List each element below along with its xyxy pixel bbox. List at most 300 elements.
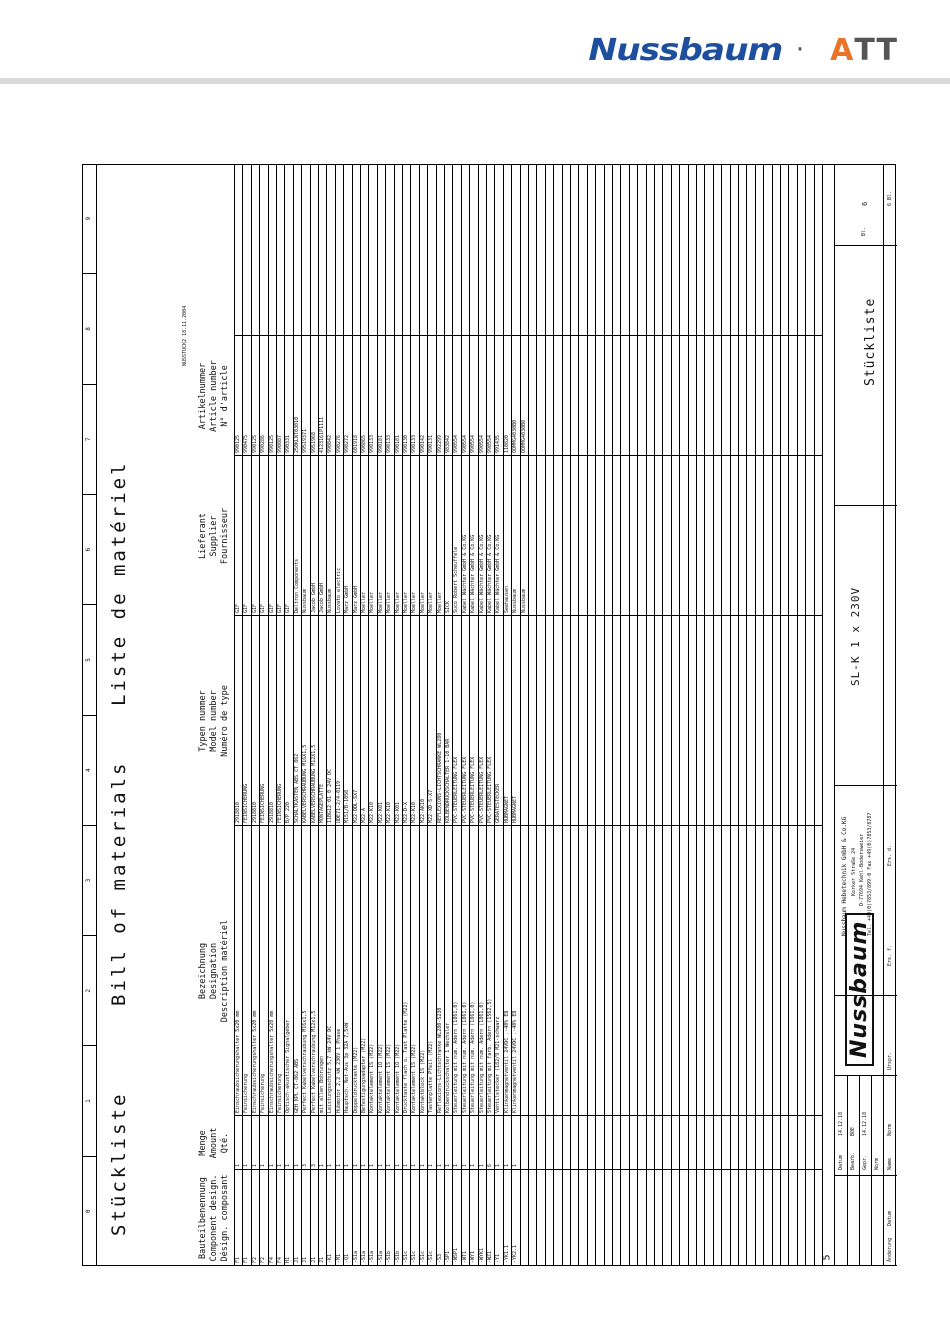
- cell-component: -M1: [335, 1253, 342, 1263]
- cell-designation: Hauptsch. Not-Aus 3p 32A 7,5kW: [344, 1022, 351, 1113]
- cell-article: 990842: [327, 434, 334, 453]
- cell-article: 990554: [478, 434, 485, 453]
- cell-supplier: Moeller: [377, 591, 384, 613]
- cell-article: 990133: [411, 434, 418, 453]
- cell-designation: Kolbendruckschalter 1 Wechsler: [445, 1022, 451, 1113]
- cell-type: HUBMAGNET: [512, 795, 519, 823]
- cell-article: 990331: [285, 434, 292, 453]
- cell-supplier: Jacob GmbH: [319, 582, 325, 613]
- grid-line: [620, 164, 621, 1266]
- tb-address-2: D-77694 Kehl-Bodersweier: [859, 833, 865, 906]
- cell-designation: Klinkenmagnetventil 24VDC .-40% ED: [512, 1010, 519, 1113]
- cell-type: UDE71-2/4-0119: [335, 780, 342, 823]
- cell-type: M22-K10: [386, 801, 393, 823]
- cell-designation: Kontaktelement 1S (M22): [386, 1043, 393, 1113]
- table-row: [478, 336, 486, 1266]
- tb-value-date: 14.12.18: [838, 1111, 844, 1136]
- cell-amount: 1: [335, 1163, 342, 1167]
- table-row: [511, 336, 519, 1266]
- cell-supplier: Moeller: [411, 591, 418, 613]
- cell-amount: 1: [419, 1163, 426, 1167]
- column-header-component: Bauteilbenennung: [198, 1177, 208, 1259]
- cell-designation: Kontaktelement 1Ö (M22): [394, 1043, 401, 1113]
- grid-line: [822, 164, 823, 1266]
- cell-supplier: Kabel Wächter GmbH & Co.KG: [495, 534, 502, 613]
- cell-type: REFLEXIONS-LICHTSCHRANKE WL280: [436, 732, 443, 823]
- cell-component: -WZ1: [487, 1250, 493, 1263]
- column-header-supplier: Lieferant: [198, 512, 208, 560]
- att-logo: [830, 33, 898, 68]
- tb-address-3: Tel. +49(0)7853/899-0 Fax +49(0)7853/8787: [867, 812, 873, 936]
- cell-supplier: Marz GmbH: [352, 585, 359, 613]
- cell-article: 990133: [369, 434, 376, 453]
- tb-change-name: Name: [887, 1157, 893, 1170]
- grid-line: [570, 164, 571, 1266]
- cell-component: -S1c: [411, 1250, 418, 1263]
- table-row: [486, 336, 494, 1266]
- att-logo-a: A: [830, 32, 855, 68]
- cell-type: MONTAGEPLATTE: [319, 783, 325, 823]
- cell-article: 990125: [251, 434, 258, 453]
- grid-line: [797, 164, 798, 1266]
- cell-designation: Optisch-akustischer Signalgeber: [285, 1019, 292, 1113]
- cell-amount: 1: [285, 1163, 292, 1167]
- page-number: 5: [821, 1254, 833, 1261]
- grid-line: [814, 164, 815, 1266]
- cell-component: H1: [285, 1256, 292, 1263]
- cell-amount: 1: [461, 1163, 468, 1167]
- cell-designation: Reflexions-Lichtschranke WL280-S230: [436, 1007, 443, 1113]
- cell-article: 990125: [268, 434, 275, 453]
- cell-article: OOMMG4030B0: [520, 419, 527, 453]
- cell-type: FEINSICHERUNG: [243, 783, 250, 823]
- table-row: [436, 336, 444, 1266]
- table-row: [469, 336, 477, 1266]
- cell-designation: Tastenplatte Pfeil (M22): [428, 1040, 435, 1113]
- grid-line: [780, 164, 781, 1266]
- cell-type: M22-A: [361, 807, 367, 823]
- cell-component: -S1c: [428, 1250, 435, 1263]
- cell-type: GERATESTECKER: [495, 783, 502, 823]
- cell-supplier: Deltron Components: [293, 558, 300, 613]
- grid-line: [578, 164, 579, 1266]
- table-row: [251, 336, 259, 1266]
- cell-amount: 1: [445, 1163, 451, 1167]
- cell-amount: 1: [470, 1163, 477, 1167]
- cell-amount: 1: [319, 1163, 325, 1167]
- table-row: [234, 336, 242, 1266]
- table-row: [385, 336, 393, 1266]
- cell-designation: Doppeldrucktaste (M22): [352, 1046, 359, 1113]
- cell-article: 990142: [419, 434, 426, 453]
- table-row: [377, 336, 385, 1266]
- cell-article: 9951968: [310, 431, 317, 453]
- cell-supplier: Moeller: [428, 591, 435, 613]
- grid-line: [553, 164, 554, 1266]
- cell-designation: Einschraubsicherungshalter 5x20 mm: [268, 1010, 275, 1113]
- grid-line: [721, 164, 722, 1266]
- cell-type: SCHALTKASTEN ABS CT 862: [293, 753, 300, 823]
- cell-type: M22-AK10: [419, 798, 426, 823]
- title-fr: Liste de matériel: [108, 460, 130, 706]
- column-header-designation: Bezeichnung: [198, 942, 208, 1000]
- cell-article: 990276: [335, 434, 342, 453]
- cell-component: -YK2.1: [512, 1244, 519, 1263]
- cell-component: -S3: [436, 1253, 443, 1263]
- cell-amount: 1: [260, 1163, 267, 1167]
- cell-type: HUBMAGNET: [503, 795, 510, 823]
- header-divider: [0, 78, 950, 84]
- column-number-strip: [82, 164, 97, 1266]
- cell-designation: Klinkenmagnetventil 24VDC .-40% ED: [503, 1010, 510, 1113]
- cell-component: -S1b: [394, 1250, 401, 1263]
- cell-supplier: GIF: [285, 603, 292, 613]
- cell-designation: Einschraubsicherungshalter 5x20 mm: [251, 1010, 258, 1113]
- cell-designation: Feinsicherung: [277, 1073, 283, 1113]
- table-row: [452, 336, 460, 1266]
- cell-component: -WYK1: [478, 1247, 485, 1263]
- title-de: Stückliste: [108, 1091, 130, 1236]
- cell-component: J1: [319, 1256, 325, 1263]
- cell-type: M22-K01: [394, 801, 401, 823]
- title-block-logo: Nussbaum: [845, 913, 874, 1066]
- cell-supplier: Moeller: [403, 591, 409, 613]
- cell-component: -YK1.1: [503, 1244, 510, 1263]
- cell-component: F2: [260, 1256, 267, 1263]
- grid-line: [805, 164, 806, 1266]
- table-row: [410, 336, 418, 1266]
- grid-line: [612, 164, 613, 1266]
- cell-component: -K1: [327, 1253, 334, 1263]
- cell-type: PVC-STEUERLEITUNG FLEX: [470, 756, 477, 823]
- column-header-amount: Menge: [198, 1130, 208, 1156]
- cell-type: M22-D-X: [403, 801, 409, 823]
- column-number: 4: [82, 715, 96, 825]
- table-row: [394, 336, 402, 1266]
- cell-designation: Feinsicherung: [243, 1073, 250, 1113]
- cell-type: FEINSICHERUNG: [260, 783, 267, 823]
- cell-article: 990181: [394, 434, 401, 453]
- table-row: [301, 336, 309, 1266]
- column-number: 0: [82, 1156, 96, 1266]
- grid-line: [704, 164, 705, 1266]
- cell-component: J1: [293, 1256, 300, 1263]
- att-logo-tt: TT: [854, 32, 898, 68]
- cell-type: PVC-STEUERLEITUNG FLEX: [487, 756, 493, 823]
- cell-type: M22-K10: [369, 801, 376, 823]
- table-row: [368, 336, 376, 1266]
- cell-amount: 1: [403, 1163, 409, 1167]
- cell-designation: Steuerleitung mit farb. Adern (1562,5): [487, 998, 493, 1113]
- cell-designation: Perfect Kabelverschraubung M16x1,5: [302, 1010, 309, 1113]
- cell-amount: 1: [369, 1163, 376, 1167]
- column-header-article: Article number: [209, 360, 219, 432]
- tb-sheet-no: 6: [861, 201, 869, 206]
- cell-supplier: Kabel Wächter GmbH & Co.KG: [478, 534, 485, 613]
- grid-line: [595, 164, 596, 1266]
- tb-label-date: Datum: [838, 1154, 844, 1170]
- cell-designation: Steuerleitung mit num. Adern (1861,0): [470, 1001, 477, 1113]
- cell-designation: Steuerleitung mit num. Adern (1861,0): [461, 1001, 468, 1113]
- table-row: [402, 336, 410, 1266]
- cell-supplier: Kabel Wächter GmbH & Co.KG: [470, 534, 477, 613]
- cell-amount: 1: [495, 1163, 502, 1167]
- table-row: [284, 336, 292, 1266]
- cell-designation: GEH KPL CT-862 ABS: [293, 1058, 300, 1113]
- cell-amount: 1: [268, 1163, 275, 1167]
- table-row: [242, 336, 250, 1266]
- cell-designation: Steuerleitung mit num. Adern (1861,0): [453, 1001, 460, 1113]
- cell-type: KABELVERSCHRAUBUNG M12X1,5: [310, 744, 317, 823]
- tb-replaces: Ers. f.: [887, 944, 893, 966]
- grid-line: [587, 164, 588, 1266]
- column-number: 7: [82, 384, 96, 494]
- tb-change-date: Datum: [887, 1210, 893, 1226]
- cell-component: -S1c: [403, 1250, 409, 1263]
- cell-component: J1: [302, 1256, 309, 1263]
- cell-type: M22-DDL-SX7: [352, 789, 359, 823]
- cell-amount: 1: [478, 1163, 485, 1167]
- cell-designation: Steuerleitung mit num. Adern (1861,0): [478, 1001, 485, 1113]
- cell-amount: 1: [327, 1163, 334, 1167]
- table-row: [444, 336, 452, 1266]
- cell-supplier: Nussbaum: [302, 588, 309, 613]
- grid-line: [629, 164, 630, 1266]
- cell-article: 990272: [344, 434, 351, 453]
- column-header-supplier: Fournisseur: [220, 507, 230, 565]
- cell-article: 990130: [403, 434, 409, 453]
- cell-article: 250KLNT03010: [293, 416, 300, 453]
- table-row: [352, 336, 360, 1266]
- cell-article: 990133: [386, 434, 393, 453]
- cell-designation: Kontaktelement 1S (M22): [369, 1043, 376, 1113]
- cell-amount: 1: [436, 1163, 443, 1167]
- cell-article: 990125: [235, 434, 241, 453]
- column-header-component: Désign. composant: [220, 1174, 230, 1262]
- cell-component: -WT1: [461, 1250, 468, 1263]
- table-row: [310, 336, 318, 1266]
- column-header-type: Typen nummer: [198, 690, 208, 752]
- column-number: 8: [82, 273, 96, 383]
- cell-article: 990554: [487, 434, 493, 453]
- cell-article: 990475: [243, 434, 250, 453]
- cell-type: PVC-STEUERLEITUNG FLEX: [478, 756, 485, 823]
- cell-amount: 3: [310, 1163, 317, 1167]
- cell-component: -S1c: [419, 1250, 426, 1263]
- cell-type: M22-K10: [411, 801, 418, 823]
- cell-article: OOMMG4030B0: [512, 419, 519, 453]
- table-row: [419, 336, 427, 1266]
- cell-designation: Leistungsschutz 5,7 kW 24V DC: [327, 1025, 334, 1113]
- grid-line: [545, 164, 546, 1266]
- cell-component: F4: [268, 1256, 275, 1263]
- cell-supplier: GIF: [260, 603, 267, 613]
- cell-amount: 1: [361, 1163, 367, 1167]
- title-en: Bill of materials: [108, 760, 130, 1006]
- cell-supplier: Nussbaum: [512, 588, 519, 613]
- cell-article: 990554: [461, 434, 468, 453]
- cell-article: 990087: [277, 434, 283, 453]
- nussbaum-logo: Nussbaum: [588, 32, 783, 68]
- column-number: 5: [82, 604, 96, 714]
- column-header-supplier: Supplier: [209, 515, 219, 557]
- table-row: [326, 336, 334, 1266]
- cell-supplier: Jacob GmbH: [310, 582, 317, 613]
- grid-line: [772, 164, 773, 1266]
- grid-line: [755, 164, 756, 1266]
- table-row: [335, 336, 343, 1266]
- brand-logos: [588, 32, 898, 68]
- cell-article: 990865: [361, 434, 367, 453]
- cell-amount: 1: [512, 1163, 519, 1167]
- cell-component: J1: [310, 1256, 317, 1263]
- cell-component: -Q1: [344, 1253, 351, 1263]
- cell-type: 11BG12 01 0 24V DC: [327, 768, 334, 823]
- cell-component: -WY1: [470, 1250, 477, 1263]
- cell-designation: Einschraubsicherungshalter 5x20 mm: [235, 1010, 241, 1113]
- cell-component: F1: [235, 1256, 241, 1263]
- tb-change-label: Änderung: [887, 1237, 893, 1262]
- cell-designation: Kontaktblock 1S (M22): [419, 1049, 426, 1113]
- grid-line: [671, 164, 672, 1266]
- grid-line: [746, 164, 747, 1266]
- table-row: [318, 336, 326, 1266]
- grid-line: [654, 164, 655, 1266]
- cell-type: 2918810: [235, 801, 241, 823]
- tb-value-checked: 14.12.18: [862, 1111, 868, 1136]
- grid-line: [679, 164, 680, 1266]
- column-header-component: Component design.: [209, 1174, 219, 1262]
- table-row: [503, 336, 511, 1266]
- cell-article: 4123161P1111: [319, 416, 325, 453]
- cell-amount: 1: [503, 1163, 510, 1167]
- column-header-article: N° d'article: [220, 365, 230, 427]
- grid-line: [763, 164, 764, 1266]
- cell-supplier: Lovato electric: [335, 567, 342, 613]
- cell-supplier: Moeller: [436, 591, 443, 613]
- column-number: 6: [82, 494, 96, 604]
- tb-sheet-label: Bl.: [861, 226, 867, 236]
- cell-supplier: Moeller: [386, 591, 393, 613]
- cell-supplier: GIF: [251, 603, 258, 613]
- tb-change-norm: Norm: [887, 1123, 893, 1136]
- grid-line: [738, 164, 739, 1266]
- tb-company: Nussbaum Hebetechnik GmbH & Co.KG: [841, 816, 848, 936]
- cell-designation: Feinsicherung: [260, 1073, 267, 1113]
- cell-amount: 1: [377, 1163, 384, 1167]
- cell-type: M151/B-1050: [344, 789, 351, 823]
- grid-line: [730, 164, 731, 1266]
- table-row: [427, 336, 435, 1266]
- cell-component: F2: [251, 1256, 258, 1263]
- table-row: [293, 336, 301, 1266]
- cell-supplier: Kabel Wächter GmbH & Co.KG: [487, 534, 493, 613]
- cell-amount: 3: [302, 1163, 309, 1167]
- cell-designation: Befestigungsadapter (M22): [361, 1037, 367, 1113]
- column-header-article: Artikelnummer: [198, 362, 208, 430]
- cell-supplier: Marz GmbH: [344, 585, 351, 613]
- cell-designation: Kontaktelement 1S (M22): [411, 1043, 418, 1113]
- bill-of-materials-sheet: [82, 164, 896, 1266]
- cell-supplier: GIF: [268, 603, 275, 613]
- table-row: [360, 336, 368, 1266]
- cell-type: M22-K01: [377, 801, 384, 823]
- cell-article: 983842: [445, 434, 451, 453]
- cell-amount: 1: [251, 1163, 258, 1167]
- table-row: [494, 336, 502, 1266]
- table-row: [268, 336, 276, 1266]
- cell-article: 99519371: [302, 428, 309, 453]
- grid-line: [662, 164, 663, 1266]
- cell-type: 2918810: [268, 801, 275, 823]
- cell-amount: 1: [293, 1163, 300, 1167]
- tb-label-norm: Norm: [874, 1157, 880, 1170]
- column-header-amount: Qté.: [220, 1132, 230, 1154]
- column-number: 3: [82, 825, 96, 935]
- cell-article: 991435: [495, 434, 502, 453]
- tb-label-edited: Bearb.: [850, 1151, 856, 1170]
- cell-supplier: GIF: [277, 603, 283, 613]
- cell-component: F4: [277, 1256, 283, 1263]
- cell-article: 990286: [260, 434, 267, 453]
- grid-line: [528, 164, 529, 1266]
- cell-supplier: Moeller: [394, 591, 401, 613]
- cell-supplier: Moeller: [361, 591, 367, 613]
- cell-amount: 1: [243, 1163, 250, 1167]
- column-header-type: Model number: [209, 690, 219, 752]
- cell-amount: 1: [277, 1163, 283, 1167]
- cell-amount: 1: [386, 1163, 393, 1167]
- cell-supplier: Nussbaum: [520, 588, 527, 613]
- cell-supplier: Moeller: [369, 591, 376, 613]
- cell-designation: Hubmotor 2,2 kW 230V 1 Phase: [335, 1028, 342, 1113]
- cell-supplier: Nussbaum: [327, 588, 334, 613]
- grid-line: [536, 164, 537, 1266]
- grid-line: [637, 164, 638, 1266]
- grid-line: [788, 164, 789, 1266]
- column-number: 1: [82, 1045, 96, 1155]
- tb-total-sheets: 6 Bl.: [887, 190, 893, 206]
- table-row: [343, 336, 351, 1266]
- cell-amount: 1: [352, 1163, 359, 1167]
- title-block: [834, 164, 897, 1266]
- cell-component: -S1b: [386, 1250, 393, 1263]
- tb-address-1: Korker Straße 24: [851, 847, 857, 896]
- table-row: [259, 336, 267, 1266]
- grid-line: [688, 164, 689, 1266]
- cell-component: -S1a: [377, 1250, 384, 1263]
- cell-designation: mit allen Bohrungen: [319, 1055, 325, 1113]
- cell-component: -S1a: [361, 1250, 367, 1263]
- cell-type: B/P 220: [285, 801, 292, 823]
- cell-supplier: GIF: [243, 603, 250, 613]
- cell-article: 990181: [377, 434, 384, 453]
- cell-type: 2918810: [251, 801, 258, 823]
- tb-orig: Urspr.: [887, 1051, 893, 1070]
- cell-article: 990554: [470, 434, 477, 453]
- cell-component: -Y1: [495, 1253, 502, 1263]
- table-row: [520, 336, 528, 1266]
- cell-article: 990554: [453, 434, 460, 453]
- brand-separator: ·: [795, 35, 805, 65]
- cell-component: -S1a: [352, 1250, 359, 1263]
- cell-supplier: Kabel Wächter GmbH & Co.KG: [461, 534, 468, 613]
- cell-amount: 1: [428, 1163, 435, 1167]
- cell-supplier: Seehausen: [503, 585, 510, 613]
- cell-article: 601918: [352, 434, 359, 453]
- table-row: [276, 336, 284, 1266]
- cell-article: 990131: [428, 434, 435, 453]
